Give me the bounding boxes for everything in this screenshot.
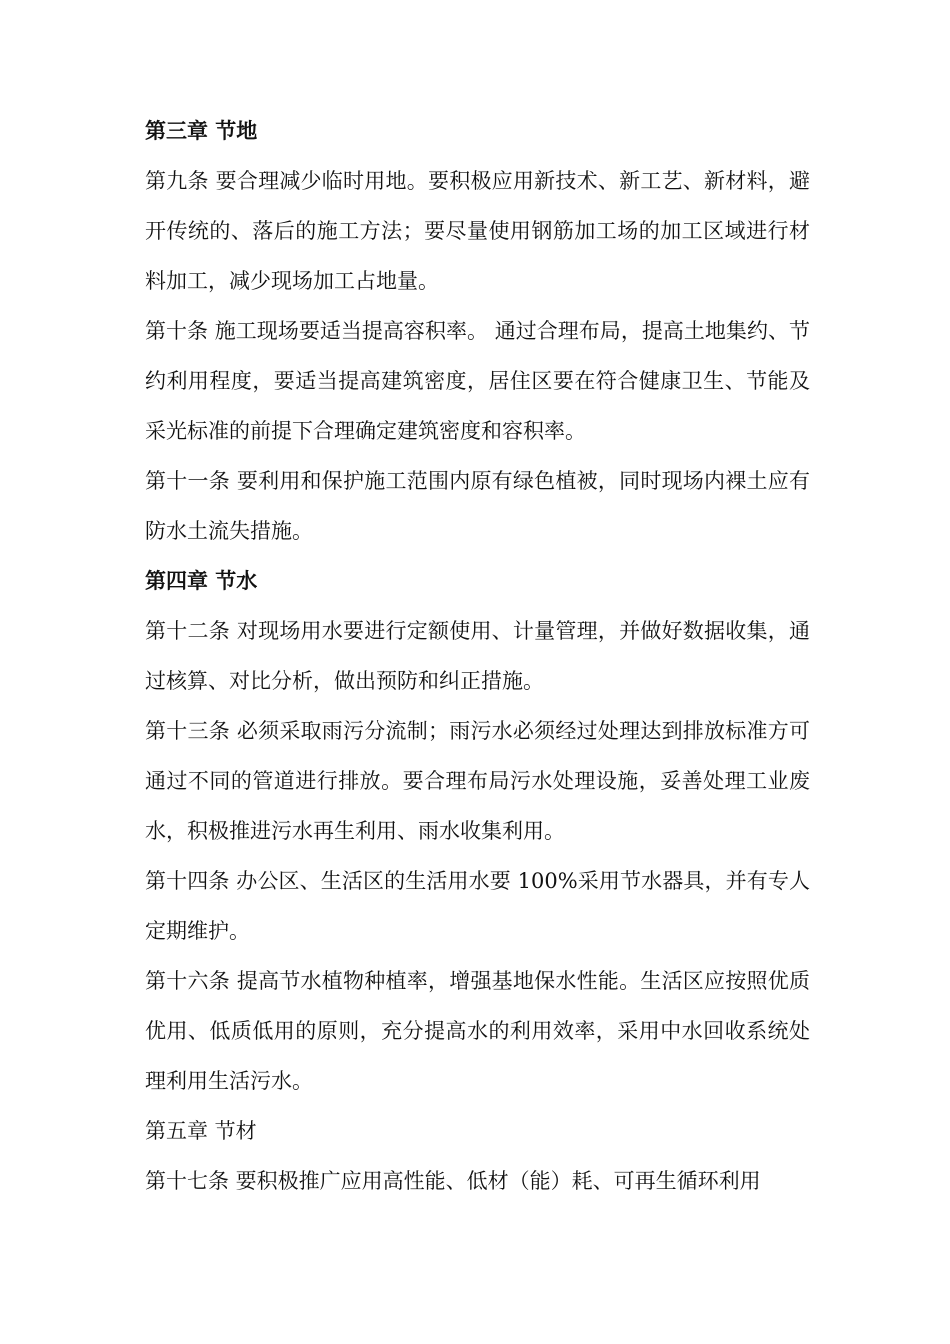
article-17: 第十七条 要积极推广应用高性能、低材（能）耗、可再生循环利用 [145,1169,761,1193]
article-9: 第九条 要合理减少临时用地。要积极应用新技术、新工艺、新材料，避开传统的、落后的施工方法；要尽量使用钢筋加工场的加工区域进行材料加工，减少现场加工占地量。 [145,169,810,293]
article-10: 第十条 施工现场要适当提高容积率。 通过合理布局，提高土地集约、节约利用程度，要适当提高建筑密度，居住区要在符合健康卫生、节能及采光标准的前提下合理确定建筑密度和容积率。 [145,319,810,443]
article-14: 第十四条 办公区、生活区的生活用水要 100%采用节水器具，并有专人定期维护。 [145,869,810,943]
article-16: 第十六条 提高节水植物种植率，增强基地保水性能。生活区应按照优质优用、低质低用的原则，充分提高水的利用效率，采用中水回收系统处理利用生活污水。 [145,969,810,1093]
chapter-5-heading: 第五章 节材 [145,1119,257,1143]
article-12: 第十二条 对现场用水要进行定额使用、计量管理，并做好数据收集，通过核算、对比分析，做出预防和纠正措施。 [145,619,810,693]
chapter-4-heading: 第四章 节水 [145,568,258,593]
article-13: 第十三条 必须采取雨污分流制；雨污水必须经过处理达到排放标准方可通过不同的管道进行排放。要合理布局污水处理设施，妥善处理工业废水，积极推进污水再生利用、雨水收集利用。 [145,719,810,843]
document-body [145,106,810,1206]
article-11: 第十一条 要利用和保护施工范围内原有绿色植被，同时现场内裸土应有防水土流失措施。 [145,469,810,543]
chapter-3-heading: 第三章 节地 [145,118,258,143]
